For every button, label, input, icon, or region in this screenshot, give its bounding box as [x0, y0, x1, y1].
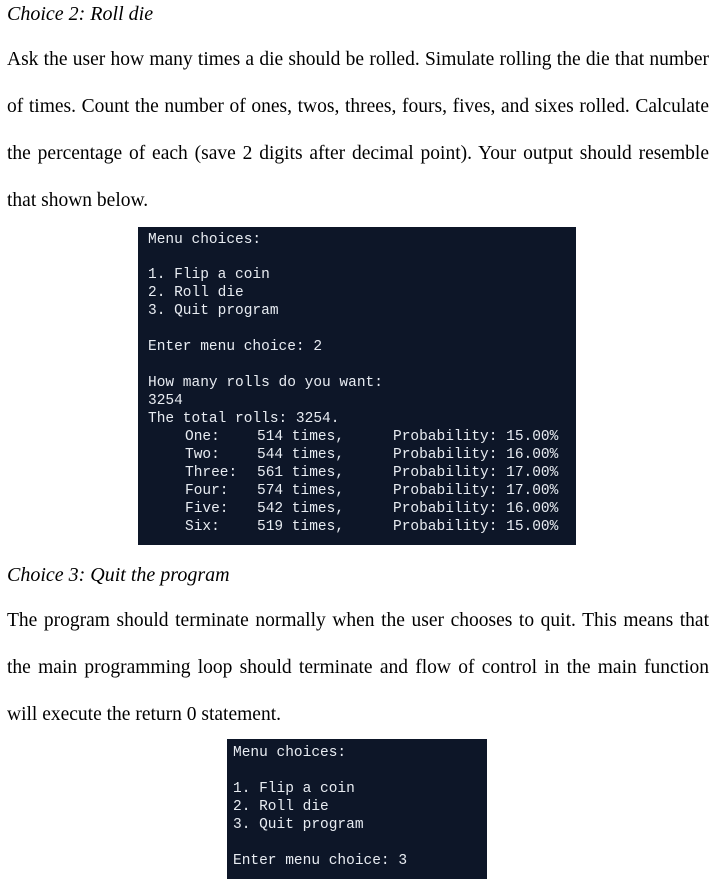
- face-times: 542 times,: [257, 501, 345, 517]
- face-label: Four:: [185, 483, 229, 499]
- menu-option: 2. Roll die: [233, 799, 329, 815]
- total-rolls: The total rolls: 3254.: [148, 411, 340, 427]
- console-output-quit: [227, 739, 487, 879]
- menu-title: Menu choices:: [148, 232, 262, 248]
- face-probability: Probability: 16.00%: [393, 501, 559, 517]
- choice2-heading: Choice 2: Roll die: [7, 3, 154, 25]
- face-times: 519 times,: [257, 519, 345, 535]
- menu-option: 1. Flip a coin: [233, 781, 355, 797]
- menu-option: 1. Flip a coin: [148, 267, 270, 283]
- face-times: 514 times,: [257, 429, 345, 445]
- choice2-paragraph: Ask the user how many times a die should be rolled. Simulate rolling the die that number of times. Count the number of ones, twos, threes, fours, fives, and sixes rolled. Calculate the percentage of each (save 2 digits after decimal point). Your output should resemble that shown below.: [7, 49, 709, 211]
- face-probability: Probability: 17.00%: [393, 465, 559, 481]
- face-probability: Probability: 15.00%: [393, 519, 559, 535]
- face-label: Six:: [185, 519, 220, 535]
- face-label: Three:: [185, 465, 238, 481]
- rolls-prompt: How many rolls do you want:: [148, 375, 383, 391]
- face-times: 561 times,: [257, 465, 345, 481]
- face-times: 574 times,: [257, 483, 345, 499]
- face-probability: Probability: 15.00%: [393, 429, 559, 445]
- face-label: Five:: [185, 501, 229, 517]
- face-label: One:: [185, 429, 220, 445]
- rolls-input: 3254: [148, 393, 183, 409]
- menu-prompt: Enter menu choice: 3: [233, 853, 408, 869]
- console-output-roll-die: [138, 227, 576, 545]
- menu-prompt: Enter menu choice: 2: [148, 339, 323, 355]
- menu-option: 2. Roll die: [148, 285, 244, 301]
- choice3-paragraph: The program should terminate normally when the user chooses to quit. This means that the main programming loop should terminate and flow of control in the main function will execute the return 0 statement.: [7, 610, 709, 725]
- menu-title: Menu choices:: [233, 745, 347, 761]
- face-probability: Probability: 16.00%: [393, 447, 559, 463]
- menu-option: 3. Quit program: [233, 817, 364, 833]
- face-times: 544 times,: [257, 447, 345, 463]
- face-probability: Probability: 17.00%: [393, 483, 559, 499]
- choice3-heading: Choice 3: Quit the program: [7, 564, 230, 586]
- face-label: Two:: [185, 447, 220, 463]
- menu-option: 3. Quit program: [148, 303, 279, 319]
